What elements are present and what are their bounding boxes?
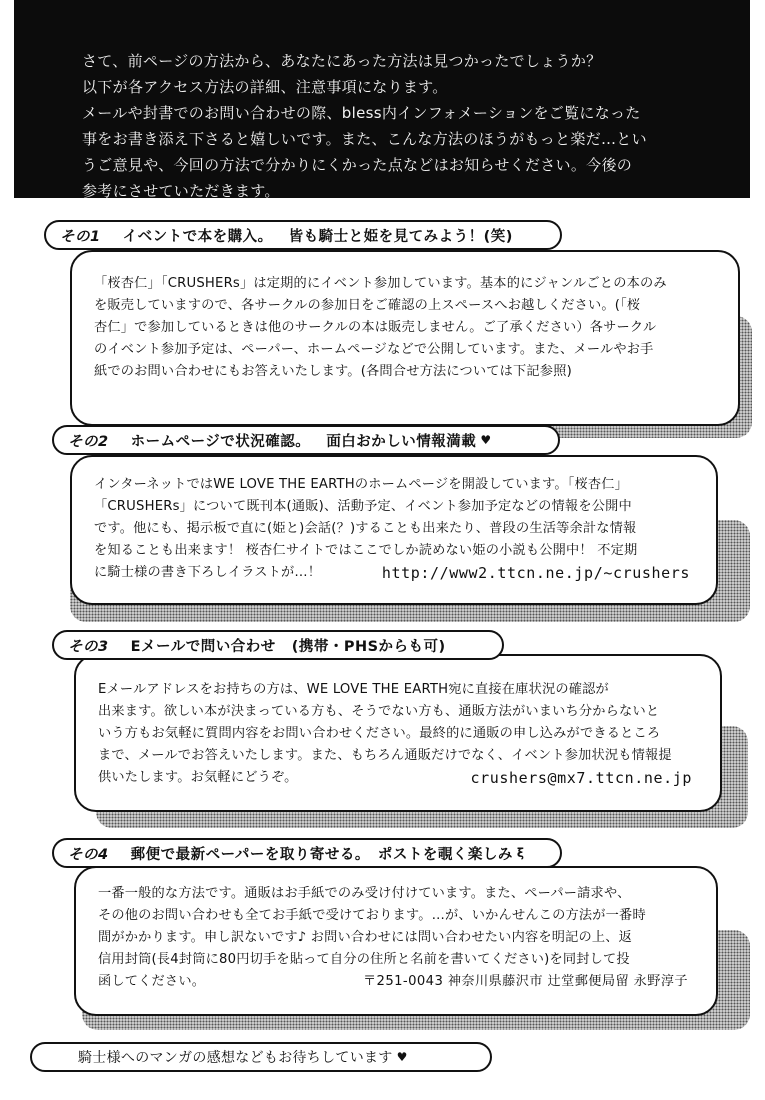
body-line: 杏仁」で参加しているときは他のサークルの本は販売しません。ご了承ください）各サークル [94, 320, 657, 335]
sparkle-icon: ξ [516, 846, 525, 860]
body-line: いう方もお気軽に質問内容をお問い合わせください。最終的に通販の申し込みができるところ [98, 726, 661, 741]
intro-line: 以下が各アクセス方法の詳細、注意事項になります。 [82, 78, 448, 96]
body-line: インターネットではWE LOVE THE EARTHのホームページを開設しています。「桜杏仁」 [94, 477, 629, 492]
body-line: を販売していますので、各サークルの参加日をご確認の上スペースへお越しください。(「桜 [94, 298, 641, 313]
body-line: 「CRUSHERs」について既刊本(通販)、活動予定、イベント参加予定などの情報を公開中 [94, 499, 632, 514]
homepage-url[interactable]: http://www2.ttcn.ne.jp/~crushers [381, 564, 690, 582]
section-number: その3 [68, 638, 109, 655]
section-heading [52, 425, 560, 455]
section-body [70, 455, 718, 605]
section-heading [44, 220, 562, 250]
section-number: その1 [60, 228, 101, 245]
section-body [74, 654, 722, 812]
section-number: その4 [68, 846, 109, 863]
body-line: 出来ます。欲しい本が決まっている方も、そうでない方も、通販方法がいまいち分からないと [98, 704, 660, 719]
email-address[interactable]: crushers@mx7.ttcn.ne.jp [470, 769, 692, 787]
section-heading [52, 630, 504, 660]
postal-address: 〒251-0043 神奈川県藤沢市 辻堂郵便局留 永野淳子 [362, 974, 688, 989]
body-line: Eメールアドレスをお持ちの方は、WE LOVE THE EARTH宛に直接在庫状況の確認が [98, 682, 609, 697]
closing-text: 騎士様へのマンガの感想などもお待ちしています [78, 1050, 393, 1066]
heart-icon: ♥ [396, 1050, 408, 1064]
body-line: です。他にも、掲示板で直に(姫と)会話(？)することも出来たり、普段の生活等余計な情報 [94, 521, 637, 536]
body-last-line [94, 562, 694, 584]
body-line: 函してください。 [98, 974, 206, 989]
intro-line: さて、前ページの方法から、あなたにあった方法は見つかったでしょうか？ [82, 52, 602, 70]
body-line: に騎士様の書き下ろしイラストが…！ [94, 565, 322, 580]
section-title: イベントで本を購入。 [122, 228, 273, 245]
section-subtitle: 皆も騎士と姫を見てみよう！(笑) [288, 228, 513, 245]
section-subtitle: ポストを覗く楽しみ [377, 846, 513, 863]
intro-line: 事をお書き添え下さると嬉しいです。また、こんな方法のほうがもっと楽だ…とい [82, 130, 647, 148]
intro-block [14, 0, 750, 198]
body-line: その他のお問い合わせも全てお手紙で受けております。…が、いかんせんこの方法が一番時 [98, 908, 646, 923]
body-line: 一番一般的な方法です。通販はお手紙でのみ受け付けています。また、ペーパー請求や、 [98, 886, 631, 901]
section-subtitle: (携帯・PHSからも可) [291, 638, 446, 655]
section-subtitle: 面白おかしい情報満載 [326, 433, 477, 450]
body-line: 「桜杏仁」「CRUSHERs」は定期的にイベント参加しています。基本的にジャンルごとの本のみ [94, 276, 667, 291]
section-body [74, 866, 718, 1016]
intro-line: 参考にさせていただきます。 [82, 182, 280, 200]
intro-line: メールや封書でのお問い合わせの際、bless内インフォメーションをご覧になった [82, 104, 641, 122]
intro-line: うご意見や、今回の方法で分かりにくかった点などはお知らせください。今後の [82, 156, 633, 174]
section-number: その2 [68, 433, 109, 450]
body-line: 間がかかります。申し訳ないです♪ お問い合わせには問い合わせたい内容を明記の上、返 [98, 930, 633, 945]
body-line: 供いたします。お気軽にどうぞ。 [98, 770, 298, 785]
section-title: Eメールで問い合わせ [130, 638, 276, 655]
body-last-line [98, 767, 698, 789]
heart-icon: ♥ [480, 433, 492, 447]
section-title: ホームページで状況確認。 [130, 433, 311, 450]
section-body [70, 250, 740, 426]
body-last-line [98, 971, 694, 993]
body-line: まで、メールでお答えいたします。また、もちろん通販だけでなく、イベント参加状況も情報提 [98, 748, 672, 763]
body-line: 紙でのお問い合わせにもお答えいたします。(各問合せ方法については下記参照) [94, 364, 572, 379]
body-line: 信用封筒(長4封筒に80円切手を貼って自分の住所と名前を書いてください)を同封して投 [98, 952, 630, 967]
body-line: のイベント参加予定は、ペーパー、ホームページなどで公開しています。また、メールやお手 [94, 342, 654, 357]
body-line: を知ることも出来ます！ 桜杏仁サイトではここでしか読めない姫の小説も公開中！ 不定期 [94, 543, 638, 558]
section-heading [52, 838, 562, 868]
closing-message [30, 1042, 492, 1072]
section-title: 郵便で最新ペーパーを取り寄せる。 [130, 846, 370, 863]
